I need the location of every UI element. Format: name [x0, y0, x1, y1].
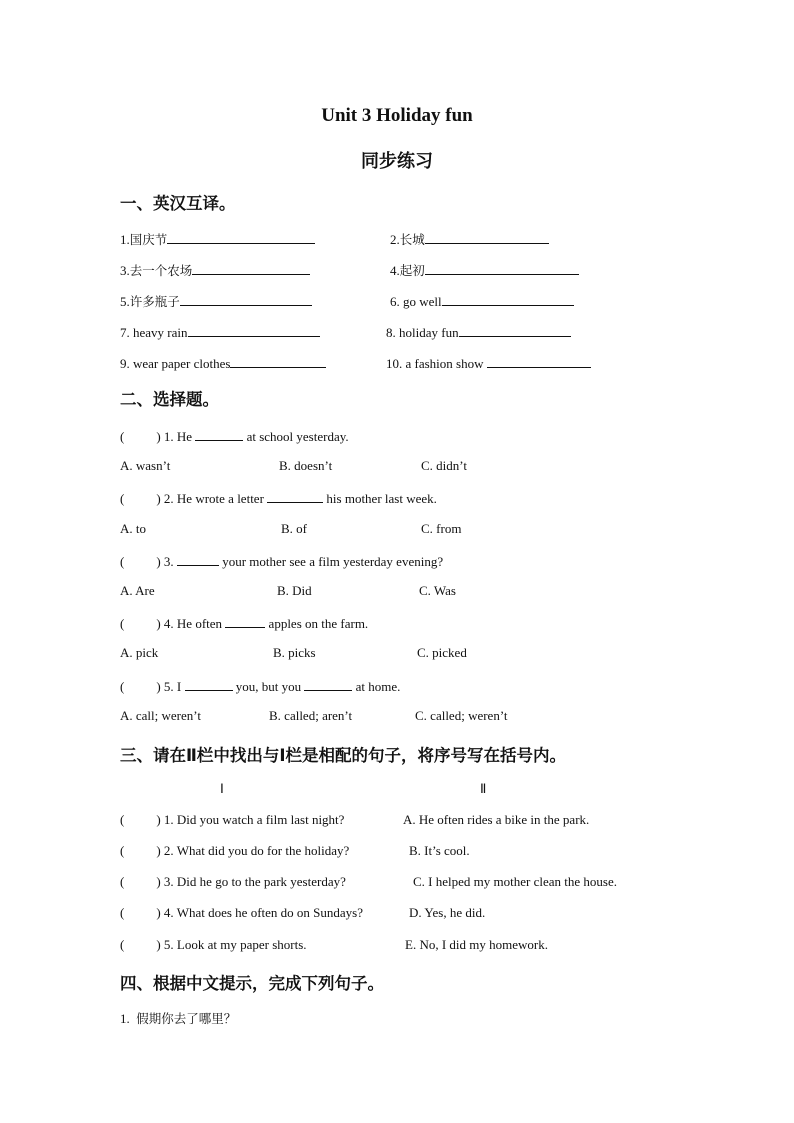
- options-3a: A. Are: [120, 583, 155, 598]
- paren-open: (: [120, 812, 125, 827]
- question-text-pre: ) 4. He often: [156, 616, 226, 631]
- match-left-4: [120, 904, 363, 922]
- options-1a: A. wasn’t: [120, 458, 171, 473]
- answer-blank[interactable]: [225, 613, 265, 628]
- answer-blank[interactable]: [177, 551, 219, 566]
- item-text: 去一个农场: [129, 263, 193, 278]
- paren-open: (: [120, 874, 125, 889]
- item-text: heavy rain: [129, 325, 188, 340]
- options-2b: B. of: [281, 521, 307, 536]
- match-left-text: ) 4. What does he often do on Sundays?: [156, 905, 363, 920]
- item-number: 3.: [120, 263, 130, 278]
- section-1-heading: 一、英汉互译。: [120, 194, 236, 213]
- item-number: 9.: [120, 356, 130, 371]
- question-text-pre: ) 5. I: [156, 679, 185, 694]
- item-number: 5.: [120, 294, 130, 309]
- paren-open: (: [120, 616, 125, 631]
- options-5a: A. call; weren’t: [120, 708, 201, 723]
- column-2-header: Ⅱ: [480, 781, 487, 796]
- translate-item-5: [120, 291, 312, 309]
- options-4a: A. pick: [120, 645, 159, 660]
- match-left-3: [120, 873, 346, 891]
- paren-open: (: [120, 554, 125, 569]
- options-2a: A. to: [120, 521, 146, 536]
- choice-question-5: [120, 676, 400, 694]
- answer-blank[interactable]: [180, 291, 312, 306]
- answer-blank[interactable]: [425, 260, 579, 275]
- translate-item-2: [390, 229, 549, 247]
- match-left-text: ) 3. Did he go to the park yesterday?: [156, 874, 346, 889]
- options-3b: B. Did: [277, 583, 312, 598]
- paren-open: (: [120, 937, 125, 952]
- item-number: 6.: [390, 294, 400, 309]
- item-text: 国庆节: [129, 232, 168, 247]
- match-left-text: ) 5. Look at my paper shorts.: [156, 937, 307, 952]
- translate-item-3: [120, 260, 310, 278]
- match-right-c: C. I helped my mother clean the house.: [413, 874, 617, 889]
- item-text: 假期你去了哪里？: [136, 1011, 237, 1026]
- match-right-e: E. No, I did my homework.: [405, 937, 548, 952]
- answer-blank[interactable]: [459, 322, 571, 337]
- translate-item-4: [390, 260, 579, 278]
- translate-item-9: [120, 353, 326, 371]
- answer-blank[interactable]: [487, 353, 591, 368]
- item-number: 4.: [390, 263, 400, 278]
- translate-item-10: [386, 353, 591, 371]
- question-text-post: his mother last week.: [323, 491, 437, 506]
- section-3-heading: 三、请在Ⅱ栏中找出与Ⅰ栏是相配的句子，将序号写在括号内。: [120, 746, 567, 765]
- answer-blank[interactable]: [195, 426, 243, 441]
- paren-open: (: [120, 679, 125, 694]
- choice-question-1: [120, 426, 349, 444]
- options-1c: C. didn’t: [421, 458, 467, 473]
- choice-question-4: [120, 613, 368, 631]
- question-text-mid: you, but you: [232, 679, 305, 694]
- answer-blank[interactable]: [167, 229, 315, 244]
- match-left-text: ) 1. Did you watch a film last night?: [156, 812, 345, 827]
- section-2-heading: 二、选择题。: [120, 390, 219, 409]
- answer-blank[interactable]: [192, 260, 310, 275]
- answer-blank[interactable]: [267, 488, 323, 503]
- match-right-b: B. It’s cool.: [409, 843, 470, 858]
- answer-blank[interactable]: [185, 676, 233, 691]
- answer-blank[interactable]: [442, 291, 574, 306]
- item-number: 8.: [386, 325, 396, 340]
- match-right-d: D. Yes, he did.: [409, 905, 486, 920]
- question-text-post: at school yesterday.: [243, 429, 349, 444]
- item-number: 1.: [120, 1011, 130, 1026]
- options-4b: B. picks: [273, 645, 316, 660]
- answer-blank[interactable]: [188, 322, 320, 337]
- match-left-1: [120, 811, 344, 829]
- question-text-post: at home.: [352, 679, 401, 694]
- answer-blank[interactable]: [230, 353, 326, 368]
- translate-item-7: [120, 322, 320, 340]
- answer-blank[interactable]: [304, 676, 352, 691]
- complete-item-1: [120, 1010, 236, 1028]
- question-text-post: apples on the farm.: [265, 616, 369, 631]
- translate-item-1: [120, 229, 315, 247]
- choice-question-2: [120, 488, 437, 506]
- page-title: Unit 3 Holiday fun: [321, 105, 473, 126]
- choice-question-3: [120, 551, 443, 569]
- page-subtitle: 同步练习: [361, 151, 433, 172]
- paren-open: (: [120, 491, 125, 506]
- match-left-2: [120, 842, 349, 860]
- match-left-5: [120, 936, 307, 954]
- item-text: 起初: [399, 263, 425, 278]
- question-text-pre: ) 3.: [156, 554, 177, 569]
- item-text: holiday fun: [395, 325, 459, 340]
- item-number: 1.: [120, 232, 130, 247]
- item-number: 7.: [120, 325, 130, 340]
- paren-open: (: [120, 843, 125, 858]
- options-1b: B. doesn’t: [279, 458, 333, 473]
- translate-item-6: [390, 291, 574, 309]
- item-text: 许多瓶子: [129, 294, 180, 309]
- answer-blank[interactable]: [425, 229, 549, 244]
- match-right-a: A. He often rides a bike in the park.: [403, 812, 590, 827]
- question-text-post: your mother see a film yesterday evening?: [218, 554, 444, 569]
- options-2c: C. from: [421, 521, 462, 536]
- section-4-heading: 四、根据中文提示，完成下列句子。: [120, 974, 384, 993]
- item-text: a fashion show: [402, 356, 487, 371]
- options-5b: B. called; aren’t: [269, 708, 353, 723]
- item-text: 长城: [399, 232, 425, 247]
- item-number: 2.: [390, 232, 400, 247]
- paren-open: (: [120, 905, 125, 920]
- match-left-text: ) 2. What did you do for the holiday?: [156, 843, 350, 858]
- column-1-header: Ⅰ: [220, 781, 224, 796]
- options-5c: C. called; weren’t: [415, 708, 508, 723]
- translate-item-8: [386, 322, 571, 340]
- item-text: wear paper clothes: [129, 356, 231, 371]
- options-3c: C. Was: [419, 583, 456, 598]
- question-text-pre: ) 2. He wrote a letter: [156, 491, 268, 506]
- question-text-pre: ) 1. He: [156, 429, 196, 444]
- paren-open: (: [120, 429, 125, 444]
- item-text: go well: [399, 294, 442, 309]
- options-4c: C. picked: [417, 645, 467, 660]
- item-number: 10.: [386, 356, 403, 371]
